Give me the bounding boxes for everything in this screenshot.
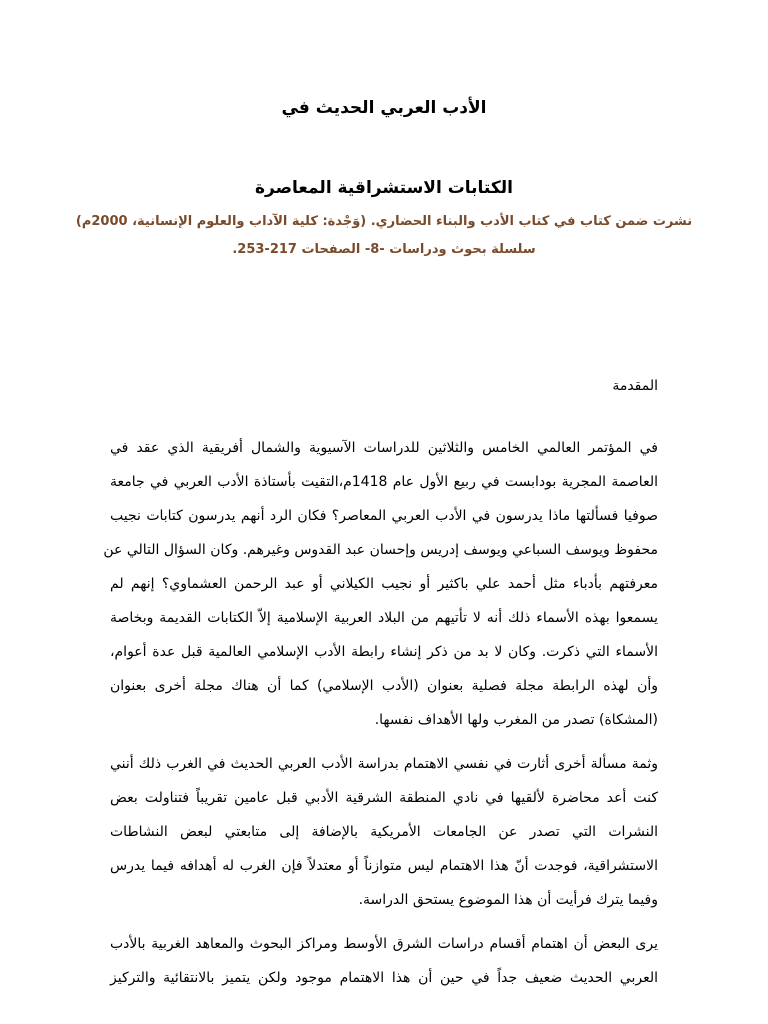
paragraph-line: محفوظ ويوسف السباعي ويوسف إدريس وإحسان عبد القدوس وغيرهم. وكان السؤال التالي عن (103, 542, 658, 558)
paragraph-line: النشرات التي تصدر عن الجامعات الأمريكية بالإضافة إلى متابعتي لبعض النشاطات (110, 824, 658, 840)
paragraph-line: (المشكاة) تصدر من المغرب ولها الأهداف نفسها. (374, 712, 658, 728)
paragraph-line: العربي الحديث ضعيف جداً في حين أن هذا الاهتمام موجود ولكن يتميز بالانتقائية والتركيز (110, 970, 658, 986)
paragraph-line: صوفيا فسألتها ماذا يدرسون في الأدب العربي المعاصر؟ فكان الرد أنهم يدرسون كتابات نجيب (110, 508, 658, 524)
paragraph-line: وفيما يترك فرأيت أن هذا الموضوع يستحق الدراسة. (358, 892, 658, 908)
paragraph-line: يسمعوا بهذه الأسماء ذلك أنه لا تأتيهم من البلاد العربية الإسلامية إلاّ الكتابات القديمة وبخاصة (110, 610, 658, 626)
paragraph-line: يرى البعض أن اهتمام أقسام دراسات الشرق الأوسط ومراكز البحوث والمعاهد الغربية بالأدب (110, 936, 658, 952)
section-heading-introduction: المقدمة (612, 378, 658, 394)
paragraph-line: معرفتهم بأدباء مثل أحمد علي باكثير أو نجيب الكيلاني أو عبد الرحمن العشماوي؟ إنهم لم (110, 576, 658, 592)
paragraph-1 (103, 431, 658, 737)
paragraph-line: الاستشراقية، فوجدت أنّ هذا الاهتمام ليس متوازناً أو معتدلاً فإن الغرب له أهدافه فيما يدرس (110, 858, 658, 874)
publication-info-line-2: سلسلة بحوث ودراسات -8- الصفحات 217-253. (232, 242, 536, 257)
paragraph-line: العاصمة المجرية بودابست في ربيع الأول عام 1418م،التقيت بأستاذة الأدب العربي في جامعة (110, 474, 658, 490)
paragraph-line: كنت أعد محاضرة لألقيها في نادي المنطقة الشرقية الأدبي قبل عامين تقريباً فتناولت بعض (110, 790, 658, 806)
document-title-line-2: الكتابات الاستشراقية المعاصرة (255, 178, 513, 198)
paragraph-3 (110, 927, 658, 995)
paragraph-line: الأسماء التي ذكرت. وكان لا بد من ذكر إنشاء رابطة الأدب الإسلامي العالمية قبل عدة أعوام، (110, 644, 658, 660)
paragraph-2 (110, 747, 658, 917)
paragraph-line: وأن لهذه الرابطة مجلة فصلية بعنوان (الأدب الإسلامي) كما أن هناك مجلة أخرى بعنوان (110, 678, 658, 694)
paragraph-line: في المؤتمر العالمي الخامس والثلاثين للدراسات الآسيوية والشمال أفريقية الذي عقد في (110, 440, 658, 456)
paragraph-line: وثمة مسألة أخرى أثارت في نفسي الاهتمام بدراسة الأدب العربي الحديث في الغرب ذلك أنني (110, 756, 658, 772)
publication-info-line-1: نشرت ضمن كتاب في كتاب الأدب والبناء الحضاري. (وَجْدة: كلية الآداب والعلوم الإنسانية، 2000م) (75, 214, 693, 229)
document-title-line-1: الأدب العربي الحديث في (281, 98, 487, 118)
